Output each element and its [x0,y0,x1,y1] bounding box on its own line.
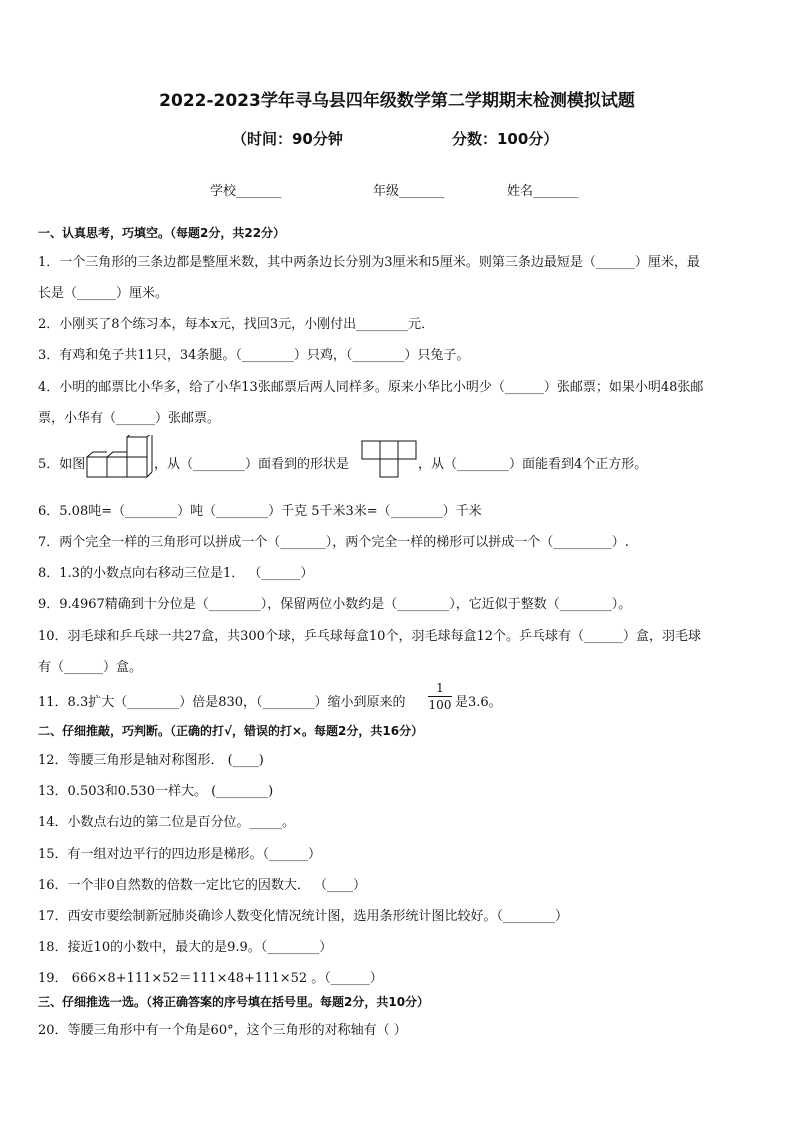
question-6: 6．5.08吨=（________）吨（________）千克 5千米3米=（________）千米 [38,504,482,519]
question-1-line-1: 1．一个三角形的三条边都是整厘米数，其中两条边长分别为3厘米和5厘米。则第三条边最短是（______）厘米，最 [38,255,700,270]
question-3: 3．有鸡和兔子共11只，34条腿。（________）只鸡，（________）只兔子。 [38,348,470,363]
question-10-line-1: 10．羽毛球和乒乓球一共27盒，共300个球，乒乓球每盒10个，羽毛球每盒12个。乒乓球有（______）盒，羽毛球 [38,629,701,644]
question-4-line-1: 4．小明的邮票比小华多，给了小华13张邮票后两人同样多。原来小华比小明少（______）张邮票；如果小明48张邮 [38,380,704,395]
question-1-line-2: 长是（______）厘米。 [38,286,169,301]
question-11-part-1: 11．8.3扩大（________）倍是830，（________）缩小到原来的 [38,695,406,710]
score-label: 分数：100分） [452,130,559,148]
question-14: 14．小数点右边的第二位是百分位。_____。 [38,815,296,830]
cube-stack-figure [86,435,154,483]
question-16: 16．一个非0自然数的倍数一定比它的因数大． （____） [38,878,366,893]
school-field: 学校_______ [210,184,282,199]
exam-title: 2022-2023学年寻乌县四年级数学第二学期期末检测模拟试题 [159,91,635,111]
fraction-one-hundredth [428,680,452,713]
question-11-part-2: 是3.6。 [455,695,502,710]
question-19: 19． 666×8+111×52＝111×48+111×52 。（______） [38,971,383,986]
section-1-heading: 一、认真思考，巧填空。（每题2分，共22分） [38,226,286,240]
question-10-line-2: 有（______）盒。 [38,660,143,675]
question-15: 15．有一组对边平行的四边形是梯形。（______） [38,847,322,862]
view-shape-figure [361,440,417,480]
fraction-numerator: 1 [436,681,444,695]
name-field: 姓名_______ [507,184,579,199]
question-17: 17．西安市要绘制新冠肺炎确诊人数变化情况统计图，选用条形统计图比较好。（________） [38,909,569,924]
question-8: 8．1.3的小数点向右移动三位是1． （______） [38,566,314,581]
section-2-heading: 二、仔细推敲，巧判断。（正确的打√，错误的打×。每题2分，共16分） [38,724,424,738]
question-2: 2．小刚买了8个练习本，每本x元，找回3元，小刚付出________元． [38,317,435,332]
question-5-part-2: ，从（________）面看到的形状是 [154,457,350,472]
question-18: 18．接近10的小数中，最大的是9.9。（________） [38,940,333,955]
time-label: （时间：90分钟 [232,130,343,148]
fraction-denominator: 100 [428,698,452,712]
question-4-line-2: 票，小华有（______）张邮票。 [38,411,221,426]
question-9: 9．9.4967精确到十分位是（________），保留两位小数约是（________），它近似于整数（________）。 [38,597,632,612]
question-7: 7．两个完全一样的三角形可以拼成一个（_______），两个完全一样的梯形可以拼成一个（_________）. [38,535,629,550]
section-3-heading: 三、仔细推选一选。（将正确答案的序号填在括号里。每题2分，共10分） [38,995,430,1009]
question-13: 13．0.503和0.530一样大。 (________) [38,784,274,799]
question-20: 20．等腰三角形中有一个角是60°，这个三角形的对称轴有（ ） [38,1023,407,1038]
question-12: 12．等腰三角形是轴对称图形． (____) [38,753,264,768]
question-5-part-1: 5．如图 [38,457,86,472]
grade-field: 年级_______ [373,184,445,199]
question-5-part-3: ，从（________）面能看到4个正方形。 [418,457,648,472]
